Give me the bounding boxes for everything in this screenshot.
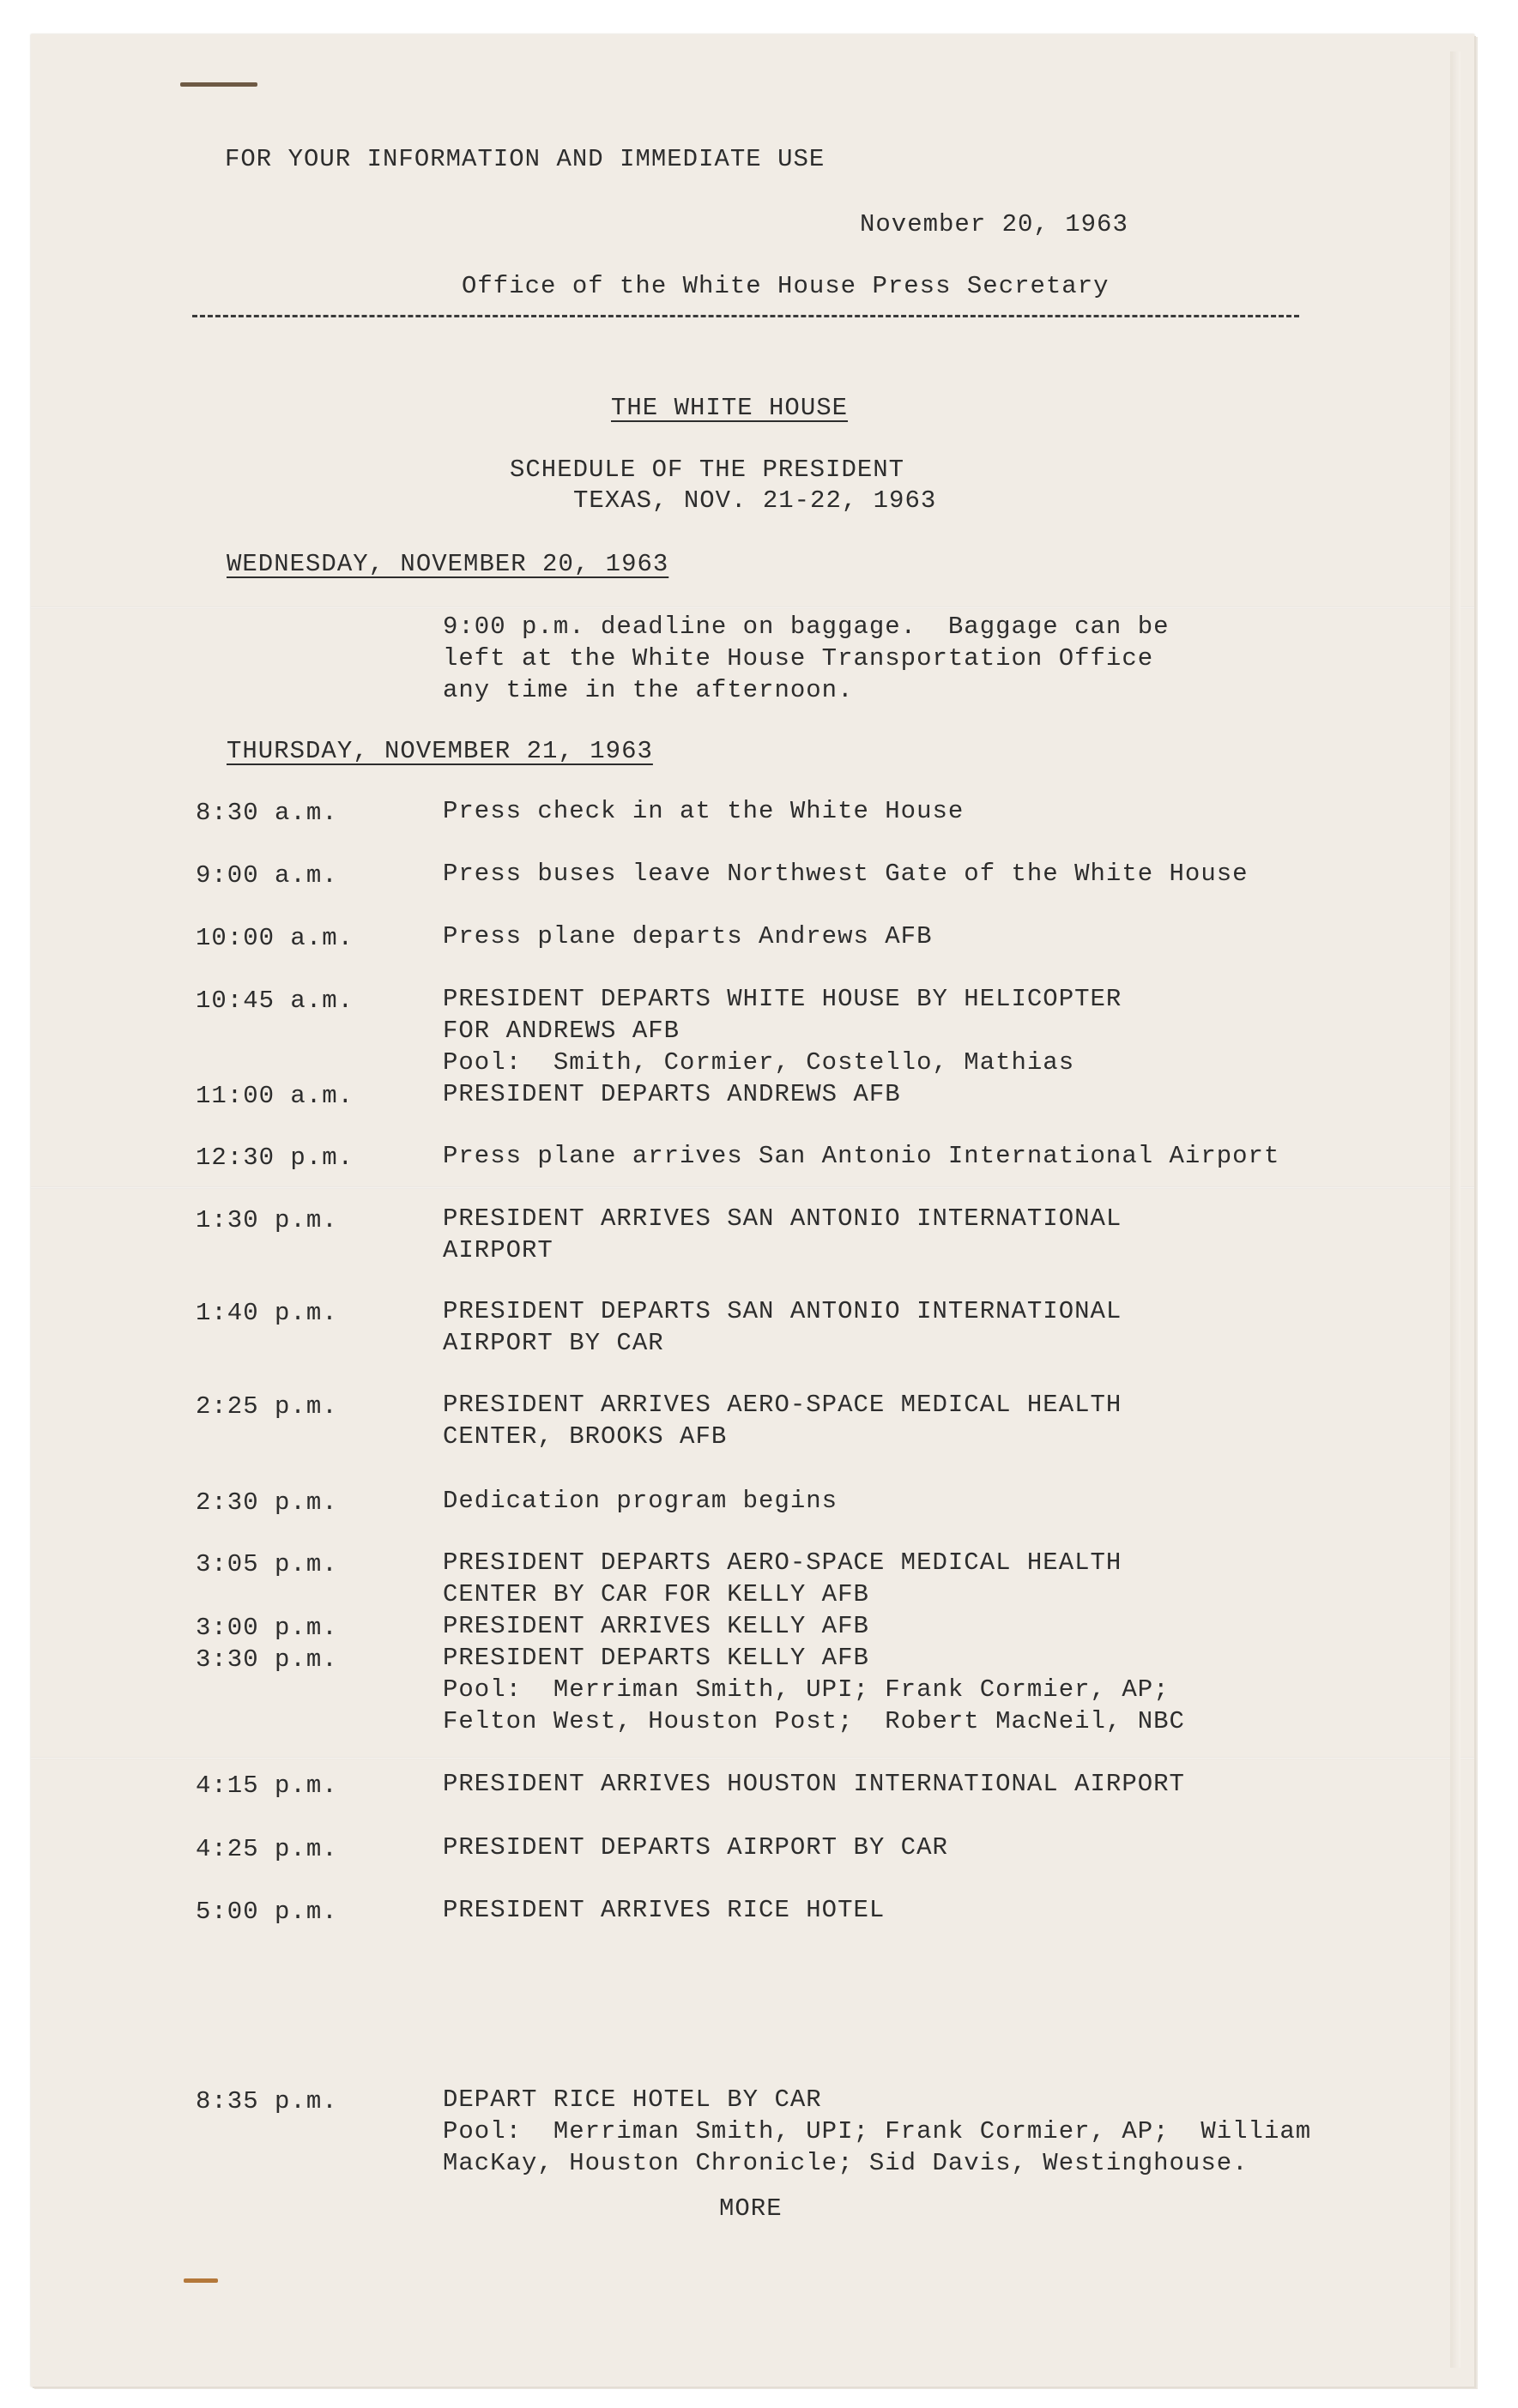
paper-fold: [31, 1757, 1474, 1759]
schedule-title: SCHEDULE OF THE PRESIDENT: [510, 456, 905, 484]
release-date: November 20, 1963: [860, 210, 1128, 238]
entry-time: 10:45 a.m.: [196, 987, 354, 1015]
entry-time: 9:00 a.m.: [196, 861, 338, 890]
baggage-note-line: left at the White House Transportation Office: [443, 644, 1154, 673]
entry-time: 11:00 a.m.: [196, 1082, 354, 1110]
entry-text: Press buses leave Northwest Gate of the White House: [443, 860, 1249, 888]
paper-fold: [31, 1186, 1474, 1189]
entry-text: Dedication program begins: [443, 1487, 838, 1515]
entry-time: 8:30 a.m.: [196, 799, 338, 827]
entry-text: AIRPORT: [443, 1236, 553, 1264]
office-line: Office of the White House Press Secretary: [462, 272, 1110, 300]
entry-text: PRESIDENT ARRIVES KELLY AFB: [443, 1612, 869, 1640]
staple-mark: [180, 82, 257, 87]
baggage-note-line: 9:00 p.m. deadline on baggage. Baggage can be: [443, 613, 1170, 641]
entry-time: 4:15 p.m.: [196, 1771, 338, 1800]
entry-time: 10:00 a.m.: [196, 924, 354, 952]
wednesday-heading: WEDNESDAY, NOVEMBER 20, 1963: [227, 550, 669, 578]
entry-text: PRESIDENT ARRIVES SAN ANTONIO INTERNATIONAL: [443, 1204, 1122, 1233]
baggage-note-line: any time in the afternoon.: [443, 676, 854, 704]
entry-text: AIRPORT BY CAR: [443, 1329, 664, 1357]
entry-text: PRESIDENT DEPARTS AIRPORT BY CAR: [443, 1833, 948, 1862]
entry-text: Press plane departs Andrews AFB: [443, 922, 933, 951]
entry-time: 3:00 p.m.: [196, 1614, 338, 1642]
entry-text: PRESIDENT ARRIVES AERO-SPACE MEDICAL HEALTH: [443, 1391, 1122, 1419]
dashed-divider: [192, 315, 1299, 317]
entry-text: PRESIDENT DEPARTS AERO-SPACE MEDICAL HEALTH: [443, 1548, 1122, 1577]
entry-text: FOR ANDREWS AFB: [443, 1017, 680, 1045]
entry-text: PRESIDENT DEPARTS KELLY AFB: [443, 1644, 869, 1672]
entry-text: PRESIDENT DEPARTS SAN ANTONIO INTERNATIONAL: [443, 1297, 1122, 1325]
entry-text: PRESIDENT DEPARTS WHITE HOUSE BY HELICOPTER: [443, 985, 1122, 1013]
entry-time: 1:30 p.m.: [196, 1206, 338, 1234]
entry-time: 2:25 p.m.: [196, 1392, 338, 1421]
entry-text: CENTER BY CAR FOR KELLY AFB: [443, 1580, 869, 1608]
thursday-heading: THURSDAY, NOVEMBER 21, 1963: [227, 737, 653, 765]
entry-time: 2:30 p.m.: [196, 1488, 338, 1517]
entry-text: PRESIDENT DEPARTS ANDREWS AFB: [443, 1080, 901, 1108]
entry-time: 4:25 p.m.: [196, 1835, 338, 1863]
white-house-title: THE WHITE HOUSE: [611, 394, 849, 422]
entry-text: CENTER, BROOKS AFB: [443, 1422, 728, 1451]
entry-time: 5:00 p.m.: [196, 1898, 338, 1926]
entry-time: 12:30 p.m.: [196, 1144, 354, 1172]
entry-text: Felton West, Houston Post; Robert MacNeil, NBC: [443, 1707, 1185, 1735]
entry-text: DEPART RICE HOTEL BY CAR: [443, 2085, 822, 2114]
entry-text: Press plane arrives San Antonio International Airport: [443, 1142, 1280, 1170]
entry-time: 3:05 p.m.: [196, 1550, 338, 1578]
staple-mark: [184, 2278, 218, 2283]
entry-text: Pool: Smith, Cormier, Costello, Mathias: [443, 1048, 1075, 1077]
entry-time: 3:30 p.m.: [196, 1645, 338, 1674]
paper-edge: [1450, 51, 1461, 2368]
entry-text: Pool: Merriman Smith, UPI; Frank Cormier, AP;: [443, 1675, 1170, 1704]
entry-text: Pool: Merriman Smith, UPI; Frank Cormier, AP; William: [443, 2117, 1312, 2145]
notice-line: FOR YOUR INFORMATION AND IMMEDIATE USE: [225, 145, 826, 173]
entry-text: Press check in at the White House: [443, 797, 965, 825]
entry-text: MacKay, Houston Chronicle; Sid Davis, Westinghouse.: [443, 2149, 1249, 2177]
more-marker: MORE: [719, 2194, 783, 2223]
paper-fold: [31, 607, 1474, 609]
entry-time: 8:35 p.m.: [196, 2087, 338, 2115]
trip-title: TEXAS, NOV. 21-22, 1963: [573, 486, 937, 515]
entry-text: PRESIDENT ARRIVES RICE HOTEL: [443, 1896, 886, 1924]
entry-text: PRESIDENT ARRIVES HOUSTON INTERNATIONAL AIRPORT: [443, 1770, 1185, 1798]
entry-time: 1:40 p.m.: [196, 1299, 338, 1327]
